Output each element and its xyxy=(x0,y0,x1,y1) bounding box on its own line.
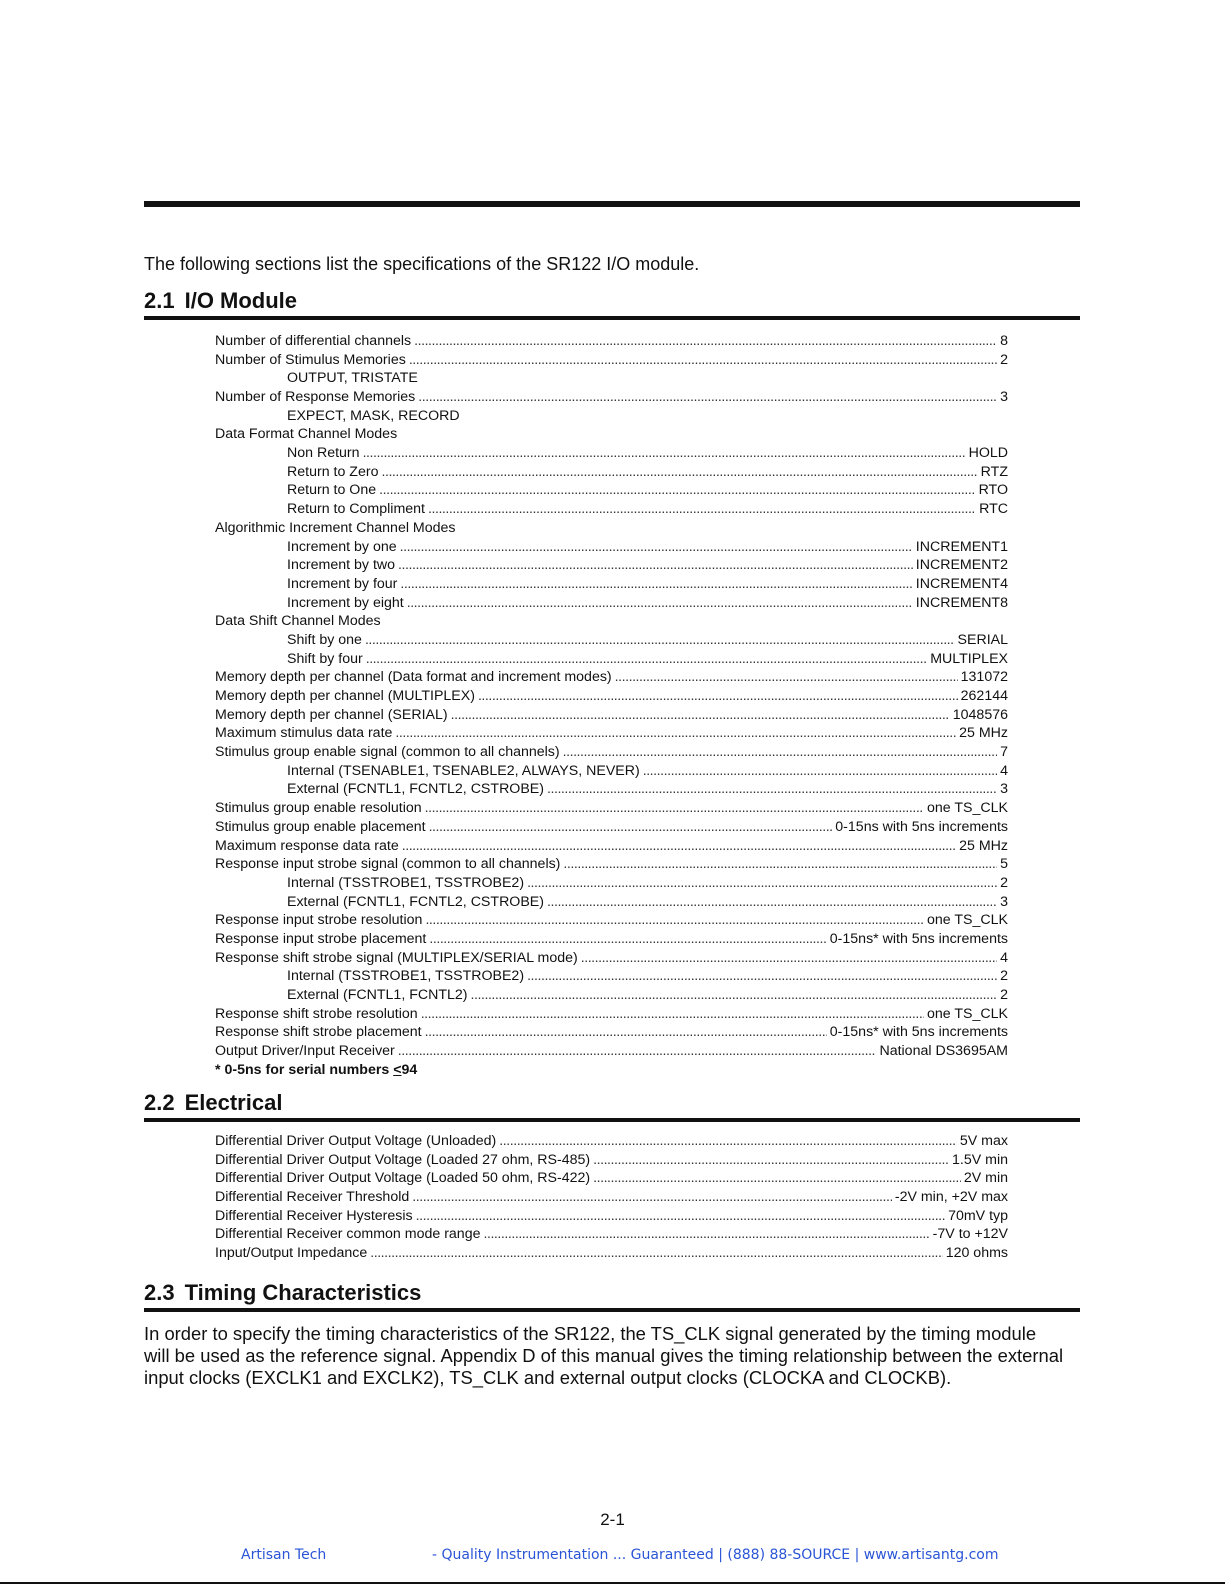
spec-row xyxy=(215,1225,1008,1244)
spec-row xyxy=(215,1023,1008,1042)
spec-row xyxy=(215,388,1008,407)
spec-label: Increment by one xyxy=(287,538,397,555)
spec-label: Number of Stimulus Memories xyxy=(215,351,406,368)
spec-value: MULTIPLEX xyxy=(930,650,1008,667)
spec-row xyxy=(215,818,1008,837)
spec-value: 7 xyxy=(1000,744,1008,761)
dot-leader xyxy=(425,1023,827,1042)
spec-label: Differential Receiver common mode range xyxy=(215,1226,481,1243)
spec-row xyxy=(215,986,1008,1005)
dot-leader xyxy=(478,687,958,706)
spec-row xyxy=(215,799,1008,818)
spec-label: OUTPUT, TRISTATE xyxy=(287,370,418,387)
dot-leader xyxy=(428,500,976,519)
spec-label: Output Driver/Input Receiver xyxy=(215,1043,395,1060)
serial-footnote xyxy=(215,1061,1008,1080)
top-rule xyxy=(144,201,1080,207)
dot-leader xyxy=(451,706,950,725)
spec-label: Return to Compliment xyxy=(287,501,425,518)
spec-label: Differential Receiver Threshold xyxy=(215,1189,410,1206)
spec-label: Stimulus group enable resolution xyxy=(215,800,422,817)
spec-row xyxy=(215,930,1008,949)
section-number: 2.1 xyxy=(144,288,175,313)
dot-leader xyxy=(527,874,997,893)
spec-row xyxy=(215,500,1008,519)
page-number: 2-1 xyxy=(600,1510,625,1529)
spec-row xyxy=(215,1169,1008,1188)
spec-label: External (FCNTL1, FCNTL2) xyxy=(287,987,468,1004)
section-heading-timing xyxy=(144,1280,1080,1312)
spec-value: SERIAL xyxy=(957,631,1008,648)
spec-row xyxy=(215,1207,1008,1226)
spec-value: 5 xyxy=(1000,856,1008,873)
spec-label: Response input strobe signal (common to all channels) xyxy=(215,856,561,873)
spec-row xyxy=(215,911,1008,930)
dot-leader xyxy=(425,911,924,930)
spec-label: Algorithmic Increment Channel Modes xyxy=(215,519,456,536)
dot-leader xyxy=(547,893,997,912)
spec-row xyxy=(215,1132,1008,1151)
spec-label: Data Shift Channel Modes xyxy=(215,613,381,630)
spec-value: 3 xyxy=(1000,389,1008,406)
spec-label: Number of differential channels xyxy=(215,332,412,349)
spec-value: 2 xyxy=(1000,351,1008,368)
spec-value: 4 xyxy=(1000,949,1008,966)
spec-label: Response shift strobe resolution xyxy=(215,1005,418,1022)
spec-label: External (FCNTL1, FCNTL2, CSTROBE) xyxy=(287,893,544,910)
spec-label: Shift by one xyxy=(287,631,362,648)
spec-row xyxy=(215,687,1008,706)
spec-row xyxy=(215,351,1008,370)
dot-leader xyxy=(615,668,958,687)
spec-value: -7V to +12V xyxy=(932,1226,1008,1243)
spec-row xyxy=(215,743,1008,762)
spec-row xyxy=(215,1005,1008,1024)
spec-value: INCREMENT8 xyxy=(915,594,1008,611)
spec-row xyxy=(215,668,1008,687)
timing-paragraph: In order to specify the timing characteristics of the SR122, the TS_CLK signal generated by the timing module will be used as the reference signal. Appendix D of this manual gives the timing relationship between the external input clocks (EXCLK1 and EXCLK2), TS_CLK and external output clocks (CLOCKA and CLOCKB). xyxy=(144,1323,1064,1388)
dot-leader xyxy=(547,780,997,799)
spec-value: one TS_CLK xyxy=(927,1005,1008,1022)
io-module-spec-list xyxy=(215,332,1008,1080)
spec-row xyxy=(215,893,1008,912)
spec-label: Input/Output Impedance xyxy=(215,1245,368,1262)
dot-leader xyxy=(483,1225,929,1244)
section-heading-io-module xyxy=(144,288,1080,320)
footer-brand: Artisan Tech xyxy=(241,1547,327,1563)
section-title: Timing Characteristics xyxy=(184,1280,422,1305)
spec-label: Stimulus group enable placement xyxy=(215,818,426,835)
spec-value: 0-15ns* with 5ns increments xyxy=(829,930,1008,947)
spec-row xyxy=(215,369,1008,388)
spec-label: Non Return xyxy=(287,445,360,462)
spec-value: RTZ xyxy=(980,463,1008,480)
spec-row xyxy=(215,706,1008,725)
spec-value: 4 xyxy=(1000,762,1008,779)
spec-value: INCREMENT4 xyxy=(915,575,1008,592)
dot-leader xyxy=(409,351,997,370)
spec-label: Memory depth per channel (Data format and increment modes) xyxy=(215,669,612,686)
spec-value: RTC xyxy=(979,501,1008,518)
spec-row xyxy=(215,837,1008,856)
bottom-rule xyxy=(0,1582,1225,1584)
electrical-spec-list xyxy=(215,1132,1008,1263)
spec-label: Maximum stimulus data rate xyxy=(215,725,393,742)
spec-row xyxy=(215,949,1008,968)
spec-row xyxy=(215,519,1008,538)
spec-row xyxy=(215,482,1008,501)
section-heading-electrical xyxy=(144,1090,1080,1122)
spec-label: Stimulus group enable signal (common to all channels) xyxy=(215,744,560,761)
spec-row xyxy=(215,874,1008,893)
spec-value: National DS3695AM xyxy=(879,1043,1008,1060)
dot-leader xyxy=(471,986,998,1005)
spec-label: EXPECT, MASK, RECORD xyxy=(287,407,460,424)
dot-leader xyxy=(365,631,955,650)
spec-value: 25 MHz xyxy=(959,725,1008,742)
spec-value: 2 xyxy=(1000,874,1008,891)
dot-leader xyxy=(395,724,956,743)
spec-value: 2 xyxy=(1000,987,1008,1004)
dot-leader xyxy=(421,1005,924,1024)
spec-label: Memory depth per channel (SERIAL) xyxy=(215,706,448,723)
section-title: Electrical xyxy=(184,1090,283,1115)
spec-label: External (FCNTL1, FCNTL2, CSTROBE) xyxy=(287,781,544,798)
dot-leader xyxy=(429,930,826,949)
spec-label: Response shift strobe signal (MULTIPLEX/SERIAL mode) xyxy=(215,949,578,966)
dot-leader xyxy=(379,481,975,500)
spec-row xyxy=(215,967,1008,986)
spec-label: Shift by four xyxy=(287,650,363,667)
spec-row xyxy=(215,575,1008,594)
spec-row xyxy=(215,1042,1008,1061)
dot-leader xyxy=(412,1188,892,1207)
spec-value: 1048576 xyxy=(952,706,1008,723)
dot-leader xyxy=(429,818,833,837)
dot-leader xyxy=(581,949,997,968)
spec-value: 5V max xyxy=(959,1132,1008,1149)
spec-row xyxy=(215,332,1008,351)
spec-label: Increment by four xyxy=(287,575,398,592)
dot-leader xyxy=(593,1169,961,1188)
spec-row xyxy=(215,556,1008,575)
spec-label: Response input strobe placement xyxy=(215,930,427,947)
spec-value: -2V min, +2V max xyxy=(894,1189,1008,1206)
dot-leader xyxy=(363,444,966,463)
dot-leader xyxy=(416,1207,945,1226)
spec-label: Data Format Channel Modes xyxy=(215,426,398,443)
spec-label: Differential Driver Output Voltage (Loaded 27 ohm, RS-485) xyxy=(215,1151,591,1168)
spec-row xyxy=(215,425,1008,444)
dot-leader xyxy=(370,1244,942,1263)
dot-leader xyxy=(418,388,997,407)
spec-value: RTO xyxy=(978,482,1008,499)
spec-label: Number of Response Memories xyxy=(215,389,416,406)
footer-tagline: - Quality Instrumentation ... Guaranteed | (888) 88-SOURCE | www.artisantg.com xyxy=(432,1547,999,1563)
spec-value: one TS_CLK xyxy=(927,800,1008,817)
spec-value: INCREMENT1 xyxy=(915,538,1008,555)
spec-row xyxy=(215,463,1008,482)
spec-value: one TS_CLK xyxy=(927,912,1008,929)
dot-leader xyxy=(414,332,997,351)
spec-row xyxy=(215,650,1008,669)
spec-value: 0-15ns with 5ns increments xyxy=(835,818,1008,835)
dot-leader xyxy=(499,1132,957,1151)
dot-leader xyxy=(398,556,913,575)
spec-label: Differential Driver Output Voltage (Loaded 50 ohm, RS-422) xyxy=(215,1170,591,1187)
spec-label: Response input strobe resolution xyxy=(215,912,423,929)
spec-label: Internal (TSSTROBE1, TSSTROBE2) xyxy=(287,874,525,891)
spec-label: Internal (TSSTROBE1, TSSTROBE2) xyxy=(287,968,525,985)
dot-leader xyxy=(563,743,997,762)
spec-value: 2 xyxy=(1000,968,1008,985)
spec-row xyxy=(215,762,1008,781)
spec-value: 3 xyxy=(1000,781,1008,798)
spec-value: 1.5V min xyxy=(952,1151,1008,1168)
spec-value: 262144 xyxy=(960,688,1008,705)
footnote-text: * 0-5ns for serial numbers xyxy=(215,1061,394,1078)
spec-row xyxy=(215,407,1008,426)
spec-value: 0-15ns* with 5ns increments xyxy=(829,1024,1008,1041)
section-number: 2.2 xyxy=(144,1090,175,1115)
spec-value: 2V min xyxy=(963,1170,1008,1187)
spec-value: 25 MHz xyxy=(959,837,1008,854)
dot-leader xyxy=(593,1151,949,1170)
spec-row xyxy=(215,1188,1008,1207)
footnote-number: 94 xyxy=(401,1061,418,1078)
dot-leader xyxy=(425,799,924,818)
spec-label: Differential Driver Output Voltage (Unloaded) xyxy=(215,1132,497,1149)
spec-row xyxy=(215,538,1008,557)
spec-label: Return to Zero xyxy=(287,463,379,480)
intro-text: The following sections list the specifications of the SR122 I/O module. xyxy=(144,254,700,274)
section-number: 2.3 xyxy=(144,1280,175,1305)
spec-row xyxy=(215,781,1008,800)
spec-value: 70mV typ xyxy=(948,1207,1008,1224)
dot-leader xyxy=(400,538,913,557)
spec-label: Maximum response data rate xyxy=(215,837,399,854)
spec-label: Differential Receiver Hysteresis xyxy=(215,1207,413,1224)
spec-value: 3 xyxy=(1000,893,1008,910)
dot-leader xyxy=(563,855,997,874)
spec-label: Return to One xyxy=(287,482,377,499)
spec-value: INCREMENT2 xyxy=(915,557,1008,574)
dot-leader xyxy=(398,1042,877,1061)
dot-leader xyxy=(381,463,977,482)
dot-leader xyxy=(643,762,997,781)
spec-label: Increment by two xyxy=(287,557,396,574)
spec-value: 131072 xyxy=(960,669,1008,686)
dot-leader xyxy=(366,650,927,669)
dot-leader xyxy=(402,837,956,856)
spec-row xyxy=(215,724,1008,743)
spec-row xyxy=(215,631,1008,650)
spec-label: Memory depth per channel (MULTIPLEX) xyxy=(215,688,475,705)
spec-value: 8 xyxy=(1000,332,1008,349)
footnote-symbol: < xyxy=(393,1061,402,1078)
spec-row xyxy=(215,444,1008,463)
spec-row xyxy=(215,594,1008,613)
spec-row xyxy=(215,1244,1008,1263)
spec-row xyxy=(215,1151,1008,1170)
spec-value: HOLD xyxy=(968,445,1008,462)
dot-leader xyxy=(407,594,913,613)
section-title: I/O Module xyxy=(184,288,298,313)
dot-leader xyxy=(527,967,997,986)
spec-row xyxy=(215,612,1008,631)
spec-label: Internal (TSENABLE1, TSENABLE2, ALWAYS, NEVER) xyxy=(287,762,640,779)
spec-label: Response shift strobe placement xyxy=(215,1024,422,1041)
spec-label: Increment by eight xyxy=(287,594,404,611)
dot-leader xyxy=(400,575,912,594)
spec-row xyxy=(215,855,1008,874)
spec-value: 120 ohms xyxy=(945,1245,1008,1262)
